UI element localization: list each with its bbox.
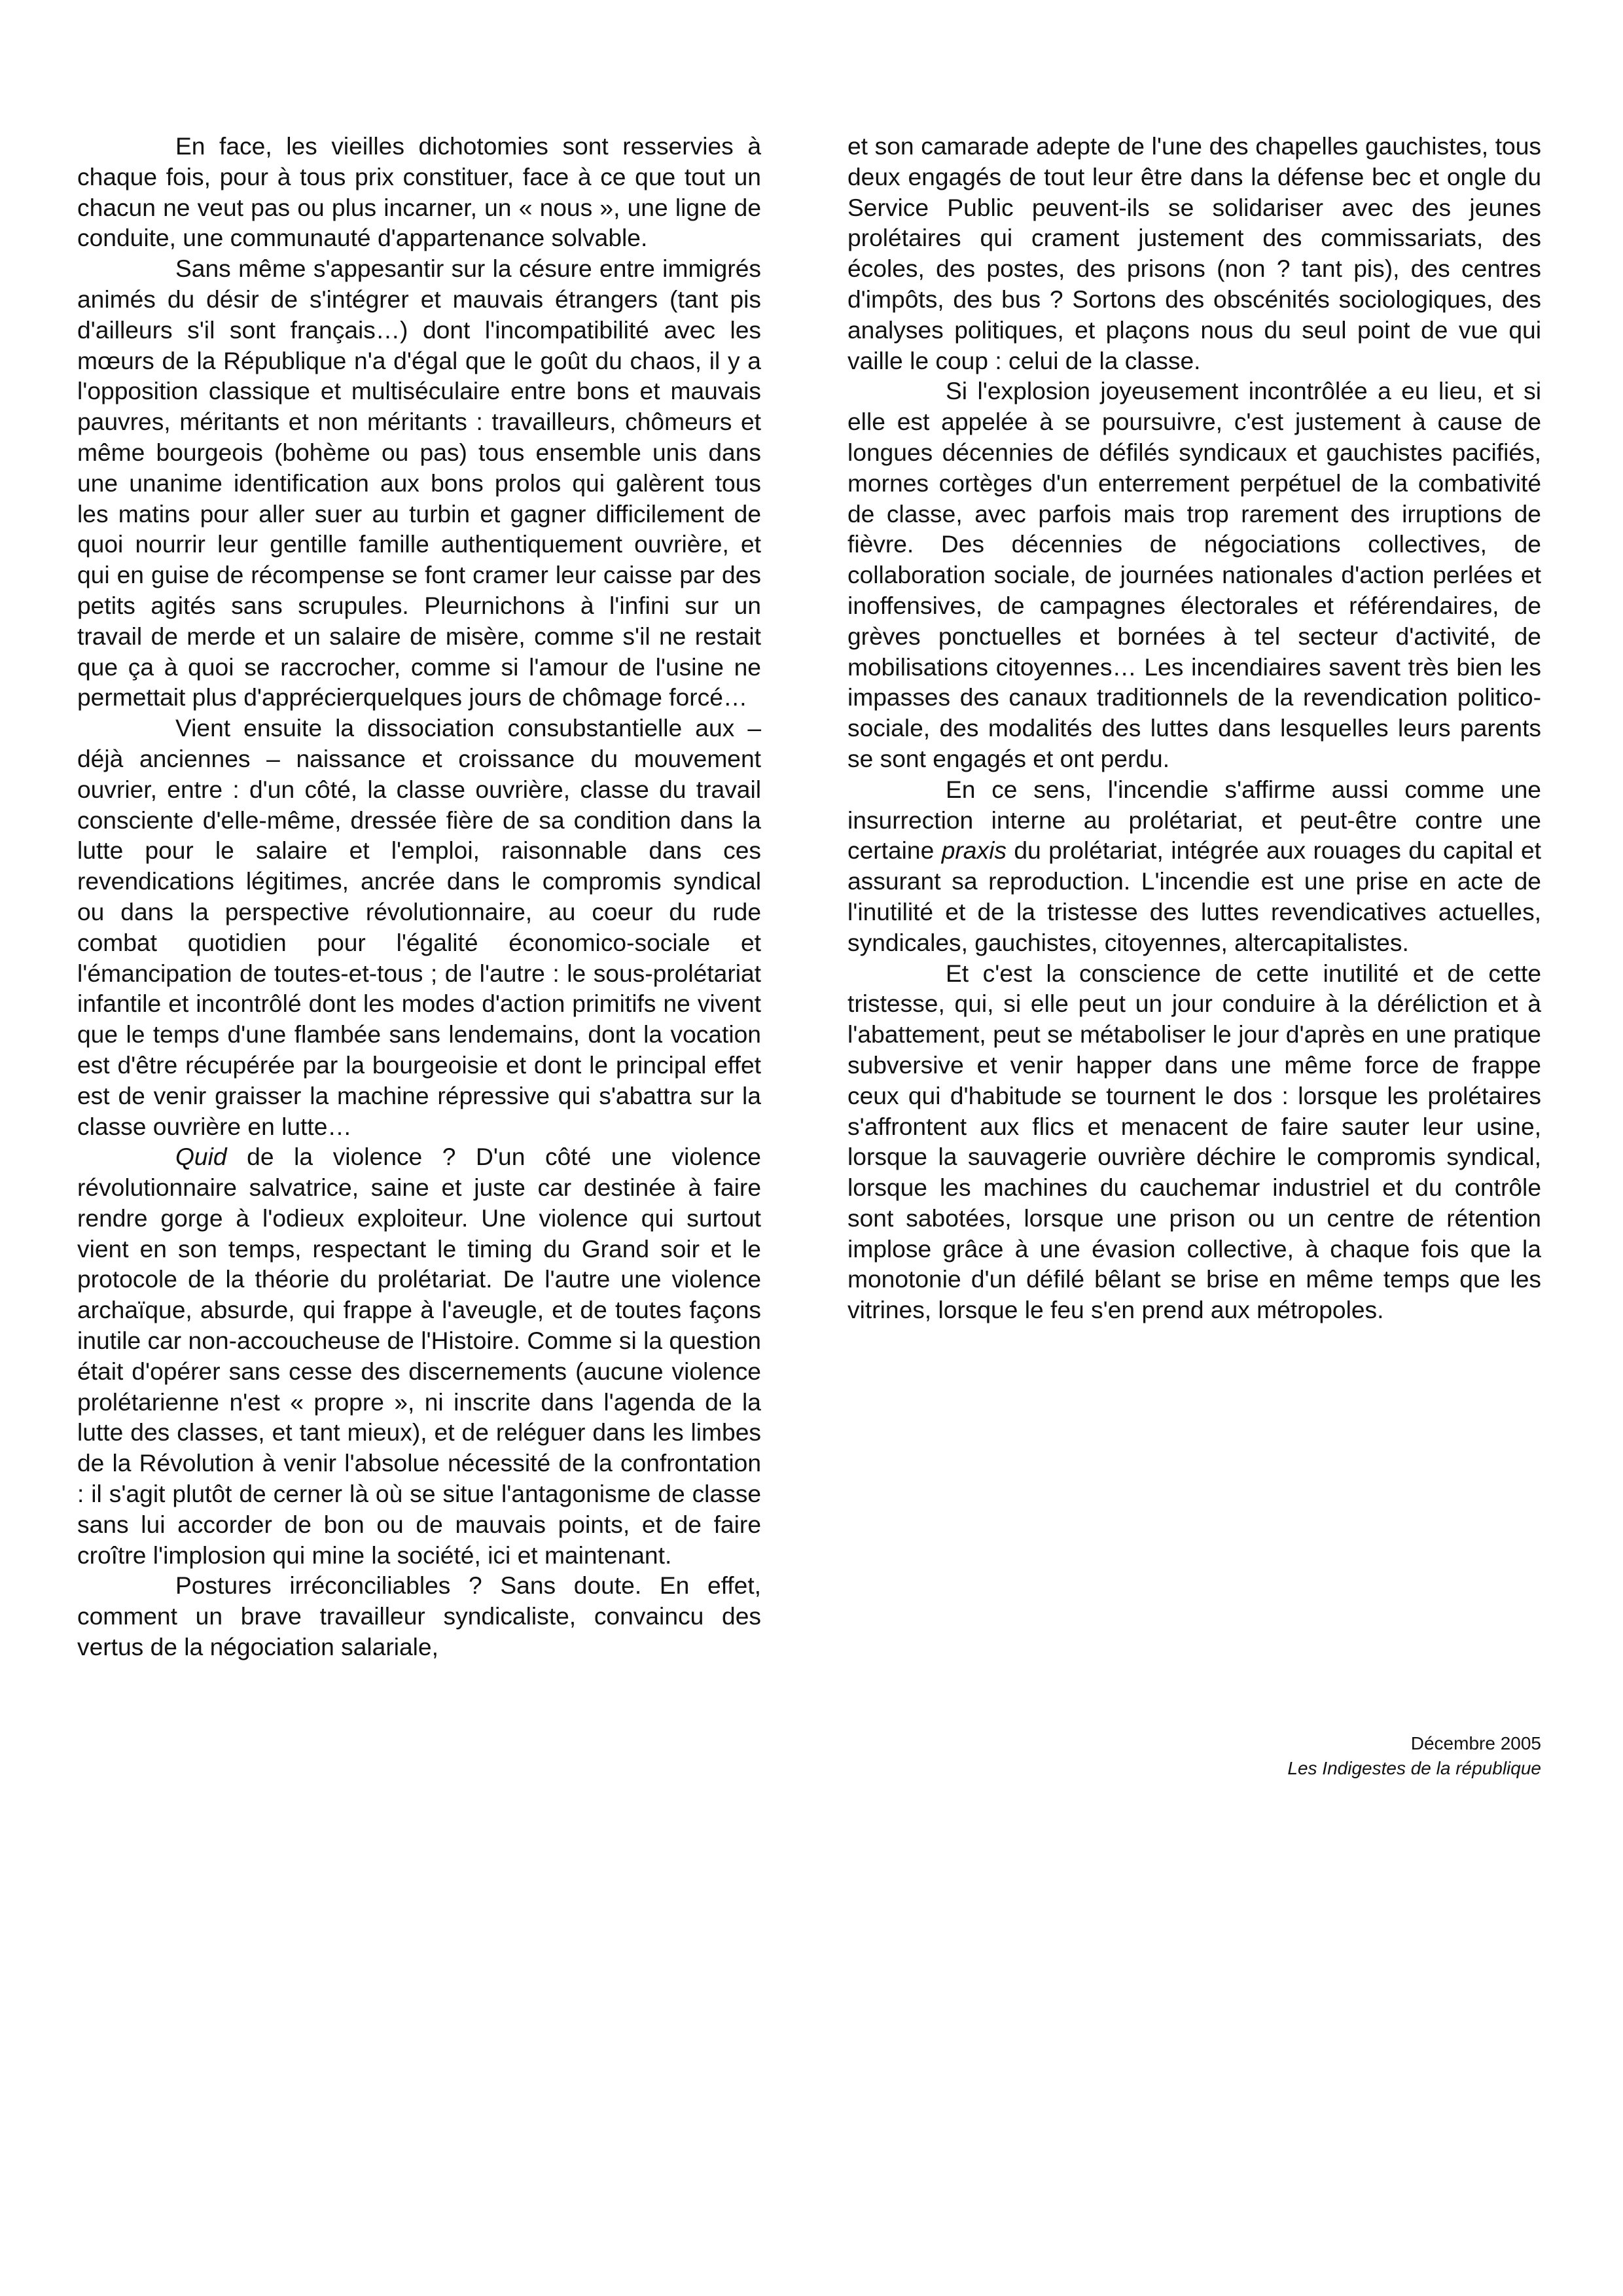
quid-emphasis: Quid	[175, 1143, 227, 1171]
paragraph-explosion: Si l'explosion joyeusement incontrôlée a eu lieu, et si elle est appelée à se poursuivre, c'est justement à cause de longues décennies de défilés syndicaux et gauchistes pacifiés, mornes cortèges d'un enterrement perpétuel de la combativité de classe, avec parfois mais trop rarement des irruptions de fièvre. Des décennies de négociations collectives, de collaboration sociale, de journées nationales d'action perlées et inoffensives, de campagnes électorales et référendaires, de grèves ponctuelles et bornées à tel secteur d'activité, de mobilisations citoyennes… Les incendiaires savent très bien les impasses des canaux traditionnels de la revendication politico-sociale, des modalités des luttes dans lesquelles leurs parents se sont engagés et ont perdu.	[847, 377, 1541, 772]
paragraph-incendie-text-after: du prolétariat, intégrée aux rouages du capital et assurant sa reproduction. L'incendie est une prise en acte de l'inutilité et de la tristesse des luttes revendicatives actuelles, syndicales, gauchistes, citoyennes, altercapitalistes.	[847, 836, 1541, 956]
signature-source: Les Indigestes de la république	[1287, 1758, 1541, 1778]
signature-date: Décembre 2005	[1410, 1733, 1541, 1753]
paragraph-violence-text: de la violence ? D'un côté une violence révolutionnaire salvatrice, saine et juste car destinée à faire rendre gorge à l'odieux exploiteur. Une violence qui surtout vient en son temps, respectant le timing du Grand soir et le protocole de la théorie du prolétariat. De l'autre une violence archaïque, absurde, qui frappe à l'aveugle, et de toutes façons inutile car non-accoucheuse de l'Histoire. Comme si la question était d'opérer sans cesse des discernements (aucune violence prolétarienne n'est « propre », ni inscrite dans l'agenda de la lutte des classes, et tant mieux), et de reléguer dans les limbes de la Révolution à venir l'absolue nécessité de la confrontation : il s'agit plutôt de cerner là où se situe l'antagonisme de classe sans lui accorder de bon ou de mauvais points, et de faire croître l'implosion qui mine la société, ici et maintenant.	[77, 1143, 761, 1569]
paragraph-bons-mauvais-pauvres: Sans même s'appesantir sur la césure entre immigrés animés du désir de s'intégrer et mauvais étrangers (tant pis d'ailleurs s'il sont français…) dont l'incompatibilité avec les mœurs de la République n'a d'égal que le goût du chaos, il y a l'opposition classique et multiséculaire entre bons et mauvais pauvres, méritants et non méritants : travailleurs, chômeurs et même bourgeois (bohème ou pas) tous ensemble unis dans une unanime identification aux bons prolos qui galèrent tous les matins pour aller suer au turbin et gagner difficilement de quoi nourrir leur gentille famille authentiquement ouvrière, et qui en guise de récompense se font cramer leur caisse par des petits agités sans scrupules. Pleurnichons à l'infini sur un travail de merde et un salaire de misère, comme s'il ne restait que ça à quoi se raccrocher, comme si l'amour de l'usine ne permettait plus d'apprécierquelques jours de chômage forcé…	[77, 255, 761, 711]
paragraph-postures: Postures irréconciliables ? Sans doute. En effet, comment un brave travailleur syndicaliste, convaincu des vertus de la négociation salariale,	[77, 1571, 761, 1661]
left-column	[77, 131, 761, 2166]
paragraph-dichotomies: En face, les vieilles dichotomies sont resservies à chaque fois, pour à tous prix constituer, face à ce que tout un chacun ne veut pas ou plus incarner, un « nous », une ligne de conduite, une communauté d'appartenance solvable.	[77, 132, 761, 252]
paragraph-incendie-text-before: En ce sens, l'incendie s'affirme aussi comme une insurrection interne au prolétariat, et peut-être contre une certaine	[847, 775, 1541, 865]
paragraph-camarade-continued: et son camarade adepte de l'une des chapelles gauchistes, tous deux engagés de tout leur être dans la défense bec et ongle du Service Public peuvent-ils se solidariser avec des jeunes prolétaires qui crament justement des commissariats, des écoles, des postes, des prisons (non ? tant pis), des centres d'impôts, des bus ? Sortons des obscénités sociologiques, des analyses politiques, et plaçons nous du seul point de vue qui vaille le coup : celui de la classe.	[847, 132, 1541, 374]
right-column	[847, 131, 1541, 1702]
paragraph-conscience: Et c'est la conscience de cette inutilité et de cette tristesse, qui, si elle peut un jour conduire à la déréliction et à l'abattement, peut se métaboliser le jour d'après en une pratique subversive et venir happer dans une même force de frappe ceux qui d'habitude se tournent le dos : lorsque les prolétaires s'affrontent aux flics et menacent de faire sauter leur usine, lorsque la sauvagerie ouvrière déchire le compromis syndical, lorsque les machines du cauchemar industriel et du contrôle sont sabotées, lorsque une prison ou un centre de rétention implose grâce à une évasion collective, à chaque fois que la monotonie d'un défilé bêlant se brise en même temps que les vitrines, lorsque le feu s'en prend aux métropoles.	[847, 959, 1541, 1324]
paragraph-violence	[77, 1141, 761, 1570]
praxis-emphasis: praxis	[941, 836, 1007, 865]
signature-block	[847, 1731, 1541, 1781]
paragraph-incendie	[847, 774, 1541, 958]
paragraph-dissociation: Vient ensuite la dissociation consubstantielle aux – déjà anciennes – naissance et croissance du mouvement ouvrier, entre : d'un côté, la classe ouvrière, classe du travail consciente d'elle-même, dressée fière de sa condition dans la lutte pour le salaire et l'emploi, raisonnable dans ces revendications légitimes, ancrée dans le compromis syndical ou dans la perspective révolutionnaire, au coeur du rude combat quotidien pour l'égalité économico-sociale et l'émancipation de toutes-et-tous ; de l'autre : le sous-prolétariat infantile et incontrôlé dont les modes d'action primitifs ne vivent que le temps d'une flambée sans lendemains, dont la vocation est d'être récupérée par la bourgeoisie et dont le principal effet est de venir graisser la machine répressive qui s'abattra sur la classe ouvrière en lutte…	[77, 714, 761, 1140]
